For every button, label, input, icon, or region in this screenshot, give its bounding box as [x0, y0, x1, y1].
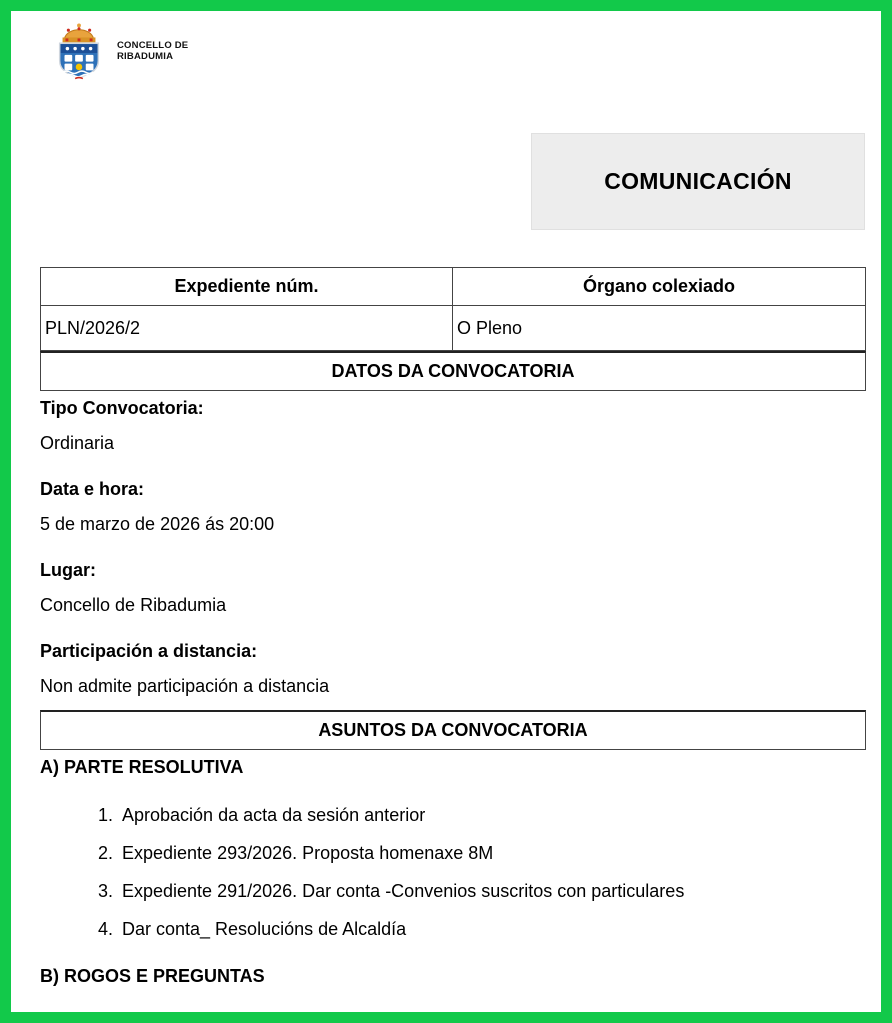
- field-group-tipo: [40, 398, 881, 454]
- organo-colexiado-header: Órgano colexiado: [582, 276, 736, 296]
- field-value-tipo: Ordinaria: [40, 433, 115, 453]
- expediente-table-value-row: [40, 305, 866, 351]
- part-b-heading: B) ROGOS E PREGUNTAS: [40, 966, 265, 986]
- agenda-list: [40, 804, 881, 940]
- field-value-data-hora: 5 de marzo de 2026 ás 20:00: [40, 514, 275, 534]
- part-a-heading: A) PARTE RESOLUTIVA: [40, 757, 244, 777]
- field-label-participacion: Participación a distancia:: [40, 641, 258, 661]
- expediente-table: [40, 267, 866, 351]
- coat-of-arms-icon: [48, 22, 110, 80]
- logo-text-line1: CONCELLO DE: [117, 40, 189, 51]
- field-group-lugar: [40, 560, 881, 616]
- doc-type-title: COMUNICACIÓN: [604, 168, 792, 194]
- agenda-item: 2. Expediente 293/2026. Proposta homenaxe 8M: [118, 842, 881, 864]
- expediente-num-header: Expediente núm.: [41, 268, 453, 305]
- agenda-item: 1. Aprobación da acta da sesión anterior: [118, 804, 881, 826]
- field-label-lugar: Lugar:: [40, 560, 96, 580]
- field-value-participacion: Non admite participación a distancia: [40, 676, 330, 696]
- concello-logo: [48, 22, 881, 80]
- field-label-tipo: Tipo Convocatoria:: [40, 398, 204, 418]
- expediente-num-value: PLN/2026/2: [41, 306, 453, 350]
- field-group-data-hora: [40, 479, 881, 535]
- field-label-data-hora: Data e hora:: [40, 479, 145, 499]
- agenda-item: 4. Dar conta_ Resolucións de Alcaldía: [118, 918, 881, 940]
- field-value-lugar: Concello de Ribadumia: [40, 595, 227, 615]
- convocatoria-fields: [40, 398, 881, 697]
- logo-text-line2: RIBADUMIA: [117, 51, 174, 62]
- comunicacion-box: [531, 133, 865, 230]
- field-group-participacion: [40, 641, 881, 697]
- organo-colexiado-value: O Pleno: [457, 317, 523, 338]
- agenda-item: 3. Expediente 291/2026. Dar conta -Convenios suscritos con particulares: [118, 880, 881, 902]
- asuntos-section-header: ASUNTOS DA CONVOCATORIA: [40, 710, 866, 750]
- datos-section-header: DATOS DA CONVOCATORIA: [40, 351, 866, 391]
- expediente-table-header-row: [40, 267, 866, 305]
- logo-text: [117, 40, 188, 62]
